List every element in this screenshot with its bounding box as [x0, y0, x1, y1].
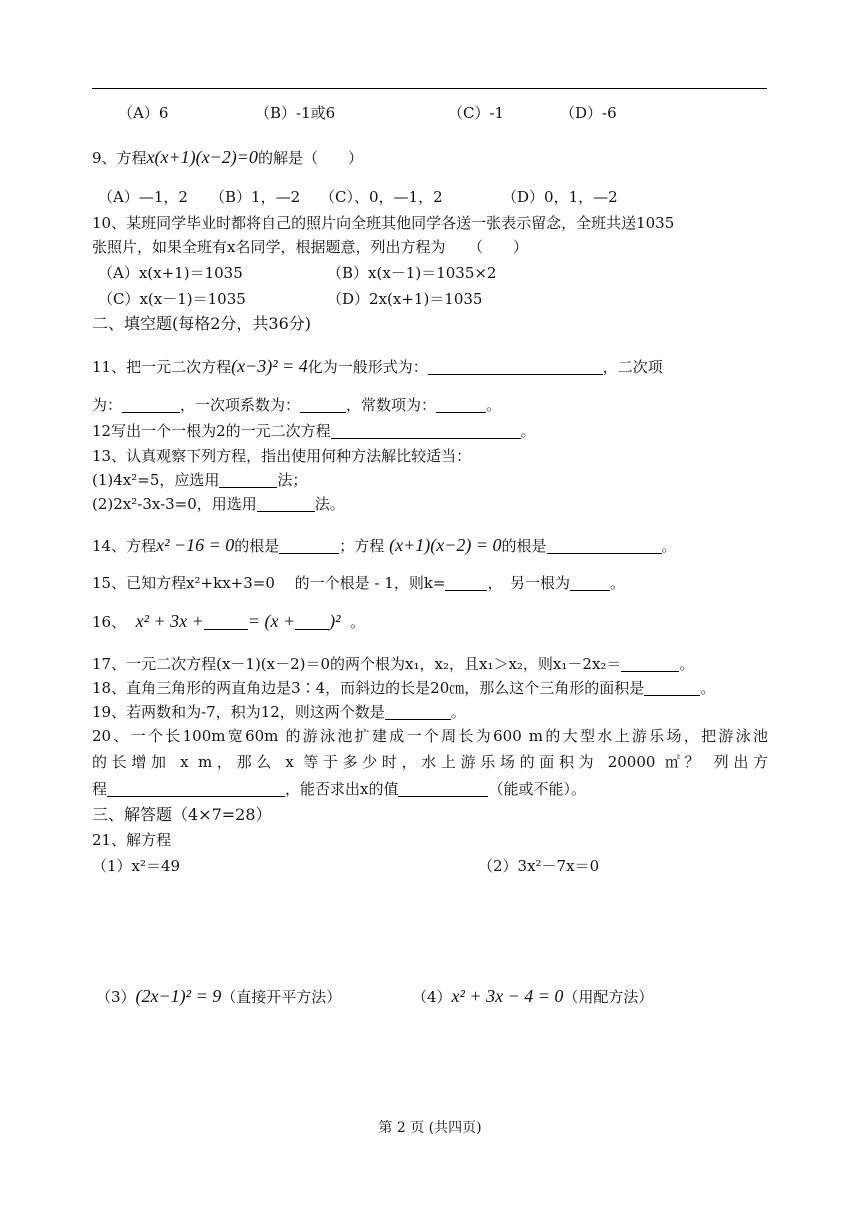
q10-option-a: （A）x(x+1)＝1035 — [98, 264, 243, 282]
q10-line2: 张照片，如果全班有x名同学，根据题意，列出方程为 （ ） — [92, 238, 528, 256]
q10-option-d: （D）2x(x+1)＝1035 — [327, 290, 483, 308]
q9-option-c: （C）、0，—1，2 — [320, 188, 443, 206]
q14-equation2: (x+1)(x−2) = 0 — [389, 535, 502, 555]
q14-roots1-blank[interactable] — [279, 537, 339, 554]
q21-part1: （1）x²＝49 — [92, 857, 181, 875]
q14-roots2-blank[interactable] — [547, 537, 662, 554]
q20-line3: 程 ，能否求出x的值 （能或不能）。 — [92, 780, 586, 798]
q11-constant-term-blank[interactable] — [436, 396, 486, 413]
q10-option-c: （C）x(x－1)＝1035 — [98, 290, 246, 308]
section-3-heading: 三、解答题（4×7=28） — [92, 805, 272, 824]
q13-method2-blank[interactable] — [257, 495, 315, 512]
q21-heading: 21、解方程 — [92, 831, 172, 849]
q17-answer-blank[interactable] — [621, 655, 679, 672]
q21-part3: （3）(2x−1)² = 9（直接开平方法） — [96, 986, 342, 1006]
q13-part2: (2)2x²-3x-3=0，用选用 法。 — [92, 495, 345, 513]
q14: 14、方程x² −16 = 0的根是 ；方程 (x+1)(x−2) = 0的根是 。 — [92, 535, 677, 555]
q18: 18、直角三角形的两直角边是3∶4，而斜边的长是20㎝，那么这个三角形的面积是 。 — [92, 679, 716, 697]
header-rule — [92, 88, 767, 89]
q16-square-blank[interactable] — [295, 613, 329, 630]
q8-option-d: （D）-6 — [560, 104, 617, 122]
q20-line1: 20、一个长100m宽60m 的游泳池扩建成一个周长为600 m的大型水上游乐场，把游泳池 — [92, 727, 768, 745]
q11-line2: 为： ，一次项系数为： ，常数项为： 。 — [92, 396, 502, 414]
q9-option-d: （D）0，1，—2 — [502, 188, 618, 206]
q11-linear-coefficient-blank[interactable] — [300, 396, 346, 413]
q13-part1: (1)4x²=5，应选用 法； — [92, 471, 308, 489]
q19: 19、若两数和为-7，积为12，则这两个数是 。 — [92, 703, 466, 721]
q11-general-form-blank[interactable] — [428, 358, 603, 375]
q16-term-blank[interactable] — [204, 613, 248, 630]
q9-stem: 9、方程x(x+1)(x−2)=0的解是（ ） — [92, 147, 363, 167]
q8-option-c: （C）-1 — [448, 104, 505, 122]
q11-equation: (x−3)² = 4 — [231, 356, 308, 376]
q20-can-solve-blank[interactable] — [398, 780, 488, 797]
q11-line1: 11、把一元二次方程(x−3)² = 4化为一般形式为： ，二次项 — [92, 356, 663, 376]
q8-option-a: （A）6 — [118, 104, 169, 122]
q12: 12写出一个一根为2的一元二次方程 。 — [92, 422, 536, 440]
q9-option-b: （B）1，—2 — [210, 188, 301, 206]
q15-k-blank[interactable] — [445, 574, 487, 591]
q9-equation: x(x+1)(x−2)=0 — [146, 147, 258, 167]
q21-part3-equation: (2x−1)² = 9 — [135, 986, 222, 1006]
section-2-heading: 二、填空题(每格2分，共36分) — [92, 314, 312, 333]
q13-heading: 13、认真观察下列方程，指出使用何种方法解比较适当： — [92, 447, 472, 465]
q20-line2: 的长增加 x m，那么 x 等于多少时，水上游乐场的面积为 20000 ㎡？ 列出方 — [92, 753, 768, 771]
q10-line1: 10、某班同学毕业时都将自己的照片向全班其他同学各送一张表示留念，全班共送1035 — [92, 214, 675, 232]
q10-option-b: （B）x(x－1)＝1035×2 — [327, 264, 497, 282]
q17: 17、一元二次方程(x－1)(x－2)＝0的两个根为x₁，x₂，且x₁＞x₂，则x₁－2x₂＝ 。 — [92, 655, 695, 673]
q19-numbers-blank[interactable] — [385, 703, 451, 720]
q21-part4-equation: x² + 3x − 4 = 0 — [451, 986, 564, 1006]
q9-option-a: （A）—1，2 — [98, 188, 188, 206]
q13-method1-blank[interactable] — [219, 471, 277, 488]
q11-quadratic-term-blank[interactable] — [122, 396, 180, 413]
page-footer: 第 2 页 (共四页) — [378, 1120, 482, 1136]
q15: 15、已知方程x²+kx+3=0 的一个根是 - 1，则k= ， 另一根为 。 — [92, 574, 626, 592]
q8-option-b: （B）-1或6 — [255, 104, 336, 122]
q18-area-blank[interactable] — [644, 679, 700, 696]
q12-equation-blank[interactable] — [331, 422, 521, 439]
q15-other-root-blank[interactable] — [570, 574, 610, 591]
q14-equation1: x² −16 = 0 — [156, 535, 235, 555]
q21-part2: （2）3x²－7x＝0 — [478, 857, 600, 875]
q16: 16、 x² + 3x + = (x + )² 。 — [92, 611, 366, 631]
q20-equation-blank[interactable] — [107, 780, 285, 797]
q21-part4: （4）x² + 3x − 4 = 0（用配方法） — [412, 986, 654, 1006]
